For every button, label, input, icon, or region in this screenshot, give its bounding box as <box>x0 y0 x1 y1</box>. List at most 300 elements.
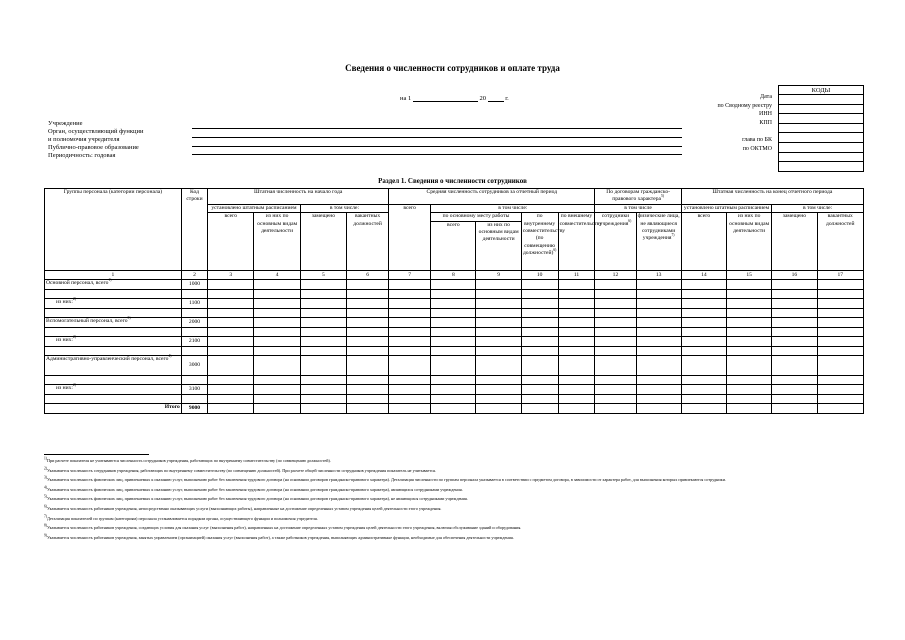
row-code: 3100 <box>181 385 207 395</box>
footnote-mark: 8) <box>44 523 47 528</box>
total-value-cell[interactable] <box>389 404 431 414</box>
row-code-blank <box>181 376 207 385</box>
footnote <box>44 466 864 476</box>
value-cell[interactable] <box>389 309 431 318</box>
h-main-place-group <box>431 213 522 271</box>
value-cell[interactable] <box>681 376 726 385</box>
value-cell[interactable] <box>208 299 254 309</box>
col-num: 7 <box>389 271 431 280</box>
value-cell[interactable] <box>208 290 254 299</box>
value-cell[interactable] <box>208 376 254 385</box>
h-main-b: из них по основным видам деятельности <box>478 221 519 243</box>
value-cell[interactable] <box>772 299 817 309</box>
footnote-mark: 1) <box>44 456 47 461</box>
row-label <box>45 280 182 290</box>
value-cell[interactable] <box>636 337 681 347</box>
value-cell[interactable] <box>636 385 681 395</box>
value-cell[interactable] <box>558 395 595 404</box>
footnote-mark: 2) <box>44 466 47 471</box>
col-num: 2 <box>181 271 207 280</box>
total-value-cell[interactable] <box>300 404 346 414</box>
value-cell[interactable] <box>389 376 431 385</box>
value-cell[interactable] <box>254 376 300 385</box>
total-value-cell[interactable] <box>817 404 863 414</box>
col-num: 11 <box>558 271 595 280</box>
value-cell[interactable] <box>636 328 681 337</box>
value-cell[interactable] <box>347 356 389 376</box>
value-cell[interactable] <box>595 290 636 299</box>
codes-header: КОДЫ <box>779 86 864 95</box>
value-cell[interactable] <box>254 299 300 309</box>
value-cell[interactable] <box>521 385 558 395</box>
value-cell[interactable] <box>254 356 300 376</box>
value-cell[interactable] <box>727 347 772 356</box>
total-value-cell[interactable] <box>595 404 636 414</box>
table-row <box>45 385 864 395</box>
value-cell[interactable] <box>558 280 595 290</box>
value-cell[interactable] <box>558 318 595 328</box>
value-cell[interactable] <box>521 376 558 385</box>
value-cell[interactable] <box>681 309 726 318</box>
value-cell[interactable] <box>727 299 772 309</box>
value-cell[interactable] <box>476 347 521 356</box>
value-cell[interactable] <box>300 280 346 290</box>
row-label-footnote: 2) <box>72 383 76 388</box>
value-cell[interactable] <box>431 328 476 337</box>
value-cell[interactable] <box>817 356 863 376</box>
total-value-cell[interactable] <box>347 404 389 414</box>
value-cell[interactable] <box>208 395 254 404</box>
row-label-blank <box>45 395 182 404</box>
founder-field-2[interactable] <box>192 146 682 147</box>
value-cell[interactable] <box>681 385 726 395</box>
table-row-blank <box>45 309 864 318</box>
organization-labels <box>48 120 144 160</box>
footnote-text: Указывается численность работников учреждения, создающих условия для оказания услуг (выполнения работ), направленных на достижение определенных уставом учреждения целей деятельности этого учреждения, включая обслуживание зданий и оборудования. <box>47 525 522 531</box>
avg-total-header: всего <box>389 204 431 270</box>
value-cell[interactable] <box>727 328 772 337</box>
value-cell[interactable] <box>389 356 431 376</box>
date-year-field[interactable] <box>488 101 504 102</box>
value-cell[interactable] <box>636 309 681 318</box>
row-code-blank <box>181 395 207 404</box>
value-cell[interactable] <box>521 280 558 290</box>
value-cell[interactable] <box>431 337 476 347</box>
value-cell[interactable] <box>727 385 772 395</box>
value-cell[interactable] <box>681 347 726 356</box>
footnote-separator <box>44 454 149 455</box>
value-cell[interactable] <box>208 347 254 356</box>
value-cell[interactable] <box>476 290 521 299</box>
total-value-cell[interactable] <box>476 404 521 414</box>
value-cell[interactable] <box>431 318 476 328</box>
value-cell[interactable] <box>817 347 863 356</box>
value-cell[interactable] <box>772 318 817 328</box>
table-row <box>45 356 864 376</box>
row-label-text: из них: <box>56 337 73 344</box>
total-value-cell[interactable] <box>208 404 254 414</box>
row-code: 3000 <box>181 356 207 376</box>
value-cell[interactable] <box>595 337 636 347</box>
value-cell[interactable] <box>636 376 681 385</box>
value-cell[interactable] <box>681 299 726 309</box>
founder-field-1[interactable] <box>192 137 682 138</box>
value-cell[interactable] <box>347 347 389 356</box>
value-cell[interactable] <box>558 376 595 385</box>
value-cell[interactable] <box>595 280 636 290</box>
total-code: 9000 <box>181 404 207 414</box>
code-label-bk: глава по БК <box>742 137 772 144</box>
code-bk-cell[interactable] <box>779 142 864 152</box>
value-cell[interactable] <box>772 328 817 337</box>
row-label-footnote: 2) <box>72 335 76 340</box>
value-cell[interactable] <box>558 385 595 395</box>
value-cell[interactable] <box>300 328 346 337</box>
value-cell[interactable] <box>681 328 726 337</box>
value-cell[interactable] <box>300 318 346 328</box>
value-cell[interactable] <box>254 395 300 404</box>
value-cell[interactable] <box>558 356 595 376</box>
report-date-line <box>400 95 509 102</box>
col-num: 8 <box>431 271 476 280</box>
footnote-text: Указывается численность сотрудников учреждения, работающих по внутреннему совместительству (по совмещению должностей). При расчете общей численности сотрудников учреждения показатель не учитывается. <box>47 467 437 473</box>
table-row-blank <box>45 376 864 385</box>
value-cell[interactable] <box>521 309 558 318</box>
code-date-cell[interactable] <box>779 95 864 105</box>
value-cell[interactable] <box>558 337 595 347</box>
value-cell[interactable] <box>431 290 476 299</box>
value-cell[interactable] <box>772 395 817 404</box>
code-oktmo-cell[interactable] <box>779 152 864 162</box>
value-cell[interactable] <box>595 309 636 318</box>
value-cell[interactable] <box>431 356 476 376</box>
value-cell[interactable] <box>254 309 300 318</box>
row-label-text: из них: <box>56 385 73 392</box>
row-label-text: Основной персонал, всего <box>46 280 109 287</box>
value-cell[interactable] <box>431 376 476 385</box>
value-cell[interactable] <box>772 290 817 299</box>
value-cell[interactable] <box>595 395 636 404</box>
value-cell[interactable] <box>431 395 476 404</box>
value-cell[interactable] <box>817 395 863 404</box>
row-code-blank <box>181 328 207 337</box>
h-filled-a: замещено <box>300 213 346 271</box>
row-label-blank <box>45 290 182 302</box>
value-cell[interactable] <box>636 290 681 299</box>
value-cell[interactable] <box>817 376 863 385</box>
row-code-blank <box>181 347 207 356</box>
h-filled-b: замещено <box>772 213 817 271</box>
value-cell[interactable] <box>389 385 431 395</box>
value-cell[interactable] <box>347 309 389 318</box>
value-cell[interactable] <box>727 337 772 347</box>
col-num: 3 <box>208 271 254 280</box>
value-cell[interactable] <box>389 290 431 299</box>
value-cell[interactable] <box>476 318 521 328</box>
value-cell[interactable] <box>254 337 300 347</box>
value-cell[interactable] <box>208 328 254 337</box>
value-cell[interactable] <box>476 280 521 290</box>
h-vacant-a: вакантных должностей <box>347 213 389 271</box>
value-cell[interactable] <box>636 347 681 356</box>
org-label-periodicity: Периодичность: годовая <box>48 152 116 160</box>
col-num: 6 <box>347 271 389 280</box>
footnote <box>44 494 864 504</box>
codes-table <box>778 85 864 172</box>
row-label-blank <box>45 347 182 359</box>
h-total-a: всего <box>208 213 254 271</box>
col-num: 5 <box>300 271 346 280</box>
value-cell[interactable] <box>389 337 431 347</box>
value-cell[interactable] <box>476 299 521 309</box>
established-header: установлено штатным расписанием <box>208 204 301 212</box>
value-cell[interactable] <box>636 395 681 404</box>
value-cell[interactable] <box>817 328 863 337</box>
value-cell[interactable] <box>595 347 636 356</box>
value-cell[interactable] <box>817 318 863 328</box>
value-cell[interactable] <box>727 290 772 299</box>
value-cell[interactable] <box>254 318 300 328</box>
value-cell[interactable] <box>681 280 726 290</box>
value-cell[interactable] <box>389 328 431 337</box>
value-cell[interactable] <box>595 328 636 337</box>
code-labels <box>640 93 772 154</box>
footnote-text: Указывается численность физических лиц, привлекаемых к оказанию услуг, выполнению работ без заключения трудового договора (на основании договоров гражданско-правового характера), не являющихся сотрудниками учреждения. <box>47 496 468 502</box>
value-cell[interactable] <box>681 395 726 404</box>
value-cell[interactable] <box>254 347 300 356</box>
value-cell[interactable] <box>636 356 681 376</box>
staff-start-header: Штатная численность на начало года <box>208 189 389 205</box>
value-cell[interactable] <box>389 347 431 356</box>
code-label-date: Дата <box>760 94 772 100</box>
row-label <box>45 385 182 395</box>
total-row <box>45 404 864 414</box>
code-registry-cell[interactable] <box>779 104 864 114</box>
row-label-text: Административно-управленческий персонал, всего <box>46 356 169 363</box>
value-cell[interactable] <box>521 290 558 299</box>
value-cell[interactable] <box>476 328 521 337</box>
value-cell[interactable] <box>300 395 346 404</box>
value-cell[interactable] <box>595 376 636 385</box>
value-cell[interactable] <box>347 299 389 309</box>
value-cell[interactable] <box>558 290 595 299</box>
value-cell[interactable] <box>521 395 558 404</box>
value-cell[interactable] <box>521 318 558 328</box>
value-cell[interactable] <box>817 309 863 318</box>
value-cell[interactable] <box>636 299 681 309</box>
value-cell[interactable] <box>254 280 300 290</box>
row-label-footnote: 4) <box>168 354 172 359</box>
row-code: 2100 <box>181 337 207 347</box>
footnote <box>44 485 864 495</box>
total-value-cell[interactable] <box>636 404 681 414</box>
h-external: по внешнему совместительству <box>558 213 595 271</box>
value-cell[interactable] <box>389 299 431 309</box>
code-label-blank <box>640 128 772 137</box>
footnote-text: Указывается численность работников учреждения, занятых управлением (организацией) оказания услуг (выполнения работ), а также работников учреждения, выполняющих административные функции, необходимые для обеспечения деятельности учреждения. <box>47 534 514 540</box>
col-num: 1 <box>45 271 182 280</box>
value-cell[interactable] <box>817 337 863 347</box>
value-cell[interactable] <box>595 385 636 395</box>
value-cell[interactable] <box>595 299 636 309</box>
public-entity-field[interactable] <box>192 154 682 155</box>
col-num: 9 <box>476 271 521 280</box>
code-blank-cell[interactable] <box>779 133 864 143</box>
value-cell[interactable] <box>521 328 558 337</box>
code-label-registry: по Сводному реестру <box>717 102 772 109</box>
value-cell[interactable] <box>300 299 346 309</box>
value-cell[interactable] <box>347 280 389 290</box>
value-cell[interactable] <box>595 356 636 376</box>
date-suffix: г. <box>505 95 509 102</box>
col-num: 13 <box>636 271 681 280</box>
row-code-blank <box>181 309 207 318</box>
value-cell[interactable] <box>347 290 389 299</box>
value-cell[interactable] <box>431 385 476 395</box>
value-cell[interactable] <box>254 290 300 299</box>
value-cell[interactable] <box>681 337 726 347</box>
value-cell[interactable] <box>772 376 817 385</box>
value-cell[interactable] <box>772 347 817 356</box>
value-cell[interactable] <box>727 280 772 290</box>
value-cell[interactable] <box>300 337 346 347</box>
value-cell[interactable] <box>681 356 726 376</box>
value-cell[interactable] <box>300 385 346 395</box>
total-label: Итого <box>45 404 182 414</box>
value-cell[interactable] <box>558 347 595 356</box>
row-label-footnote: 2) <box>72 297 76 302</box>
incl-end-header: в том числе: <box>772 204 864 212</box>
date-prefix: на 1 <box>400 95 412 102</box>
code-inn-cell[interactable] <box>779 114 864 124</box>
value-cell[interactable] <box>476 376 521 385</box>
value-cell[interactable] <box>521 356 558 376</box>
value-cell[interactable] <box>727 318 772 328</box>
table-row-blank <box>45 395 864 404</box>
row-label-text: Вспомогательный персонал, всего <box>46 318 128 325</box>
value-cell[interactable] <box>208 356 254 376</box>
value-cell[interactable] <box>347 337 389 347</box>
footnotes <box>44 456 864 542</box>
value-cell[interactable] <box>254 385 300 395</box>
value-cell[interactable] <box>476 395 521 404</box>
value-cell[interactable] <box>347 385 389 395</box>
value-cell[interactable] <box>558 299 595 309</box>
value-cell[interactable] <box>772 337 817 347</box>
value-cell[interactable] <box>208 337 254 347</box>
code-label-oktmo: по ОКТМО <box>742 146 772 153</box>
value-cell[interactable] <box>558 309 595 318</box>
value-cell[interactable] <box>476 337 521 347</box>
code-kpp-cell[interactable] <box>779 123 864 133</box>
value-cell[interactable] <box>476 309 521 318</box>
row-code: 2000 <box>181 318 207 328</box>
value-cell[interactable] <box>347 376 389 385</box>
value-cell[interactable] <box>300 376 346 385</box>
value-cell[interactable] <box>558 328 595 337</box>
value-cell[interactable] <box>431 309 476 318</box>
value-cell[interactable] <box>476 356 521 376</box>
value-cell[interactable] <box>431 280 476 290</box>
value-cell[interactable] <box>595 318 636 328</box>
incl-header: в том числе: <box>300 204 388 212</box>
value-cell[interactable] <box>521 337 558 347</box>
value-cell[interactable] <box>254 328 300 337</box>
value-cell[interactable] <box>727 395 772 404</box>
col-group-header: Группы персонала (категории персонала) <box>45 189 182 271</box>
value-cell[interactable] <box>431 299 476 309</box>
value-cell[interactable] <box>347 395 389 404</box>
value-cell[interactable] <box>817 280 863 290</box>
value-cell[interactable] <box>300 347 346 356</box>
value-cell[interactable] <box>727 356 772 376</box>
footnote-text: Указывается численность физических лиц, привлекаемых к оказанию услуг, выполнению работ без заключения трудового договора (на основании договоров гражданско-правового характера), являющихся сотрудниками учреждения. <box>47 486 463 492</box>
value-cell[interactable] <box>389 318 431 328</box>
value-cell[interactable] <box>347 318 389 328</box>
row-label-blank <box>45 328 182 340</box>
value-cell[interactable] <box>208 385 254 395</box>
value-cell[interactable] <box>772 309 817 318</box>
value-cell[interactable] <box>772 280 817 290</box>
total-value-cell[interactable] <box>727 404 772 414</box>
value-cell[interactable] <box>727 376 772 385</box>
value-cell[interactable] <box>389 395 431 404</box>
value-cell[interactable] <box>681 290 726 299</box>
total-value-cell[interactable] <box>254 404 300 414</box>
value-cell[interactable] <box>817 290 863 299</box>
value-cell[interactable] <box>476 385 521 395</box>
footnote-text: Детализация показателей по группам (категориям) персонала устанавливается порядком органа, осуществляющего функции и полномочия учредителя. <box>47 515 318 521</box>
value-cell[interactable] <box>636 280 681 290</box>
table-row-blank <box>45 290 864 299</box>
value-cell[interactable] <box>521 299 558 309</box>
value-cell[interactable] <box>817 299 863 309</box>
table-row <box>45 299 864 309</box>
value-cell[interactable] <box>681 318 726 328</box>
footnote-mark: 9) <box>44 533 47 538</box>
value-cell[interactable] <box>300 356 346 376</box>
value-cell[interactable] <box>347 328 389 337</box>
value-cell[interactable] <box>208 309 254 318</box>
value-cell[interactable] <box>772 356 817 376</box>
value-cell[interactable] <box>521 347 558 356</box>
staff-table <box>44 188 864 414</box>
total-value-cell[interactable] <box>558 404 595 414</box>
value-cell[interactable] <box>817 385 863 395</box>
total-value-cell[interactable] <box>431 404 476 414</box>
value-cell[interactable] <box>727 309 772 318</box>
footnote <box>44 514 864 524</box>
date-day-month-field[interactable] <box>413 101 478 102</box>
institution-field[interactable] <box>192 128 682 129</box>
footnote <box>44 504 864 514</box>
value-cell[interactable] <box>636 318 681 328</box>
value-cell[interactable] <box>208 318 254 328</box>
value-cell[interactable] <box>431 347 476 356</box>
value-cell[interactable] <box>208 280 254 290</box>
code-extra-cell[interactable] <box>779 162 864 172</box>
value-cell[interactable] <box>300 290 346 299</box>
total-value-cell[interactable] <box>772 404 817 414</box>
h-total-c: всего <box>681 213 726 271</box>
total-value-cell[interactable] <box>521 404 558 414</box>
h-main-place: по основному месту работы <box>431 213 521 221</box>
value-cell[interactable] <box>772 385 817 395</box>
value-cell[interactable] <box>300 309 346 318</box>
code-label-kpp: КПП <box>759 120 772 127</box>
total-value-cell[interactable] <box>681 404 726 414</box>
value-cell[interactable] <box>389 280 431 290</box>
